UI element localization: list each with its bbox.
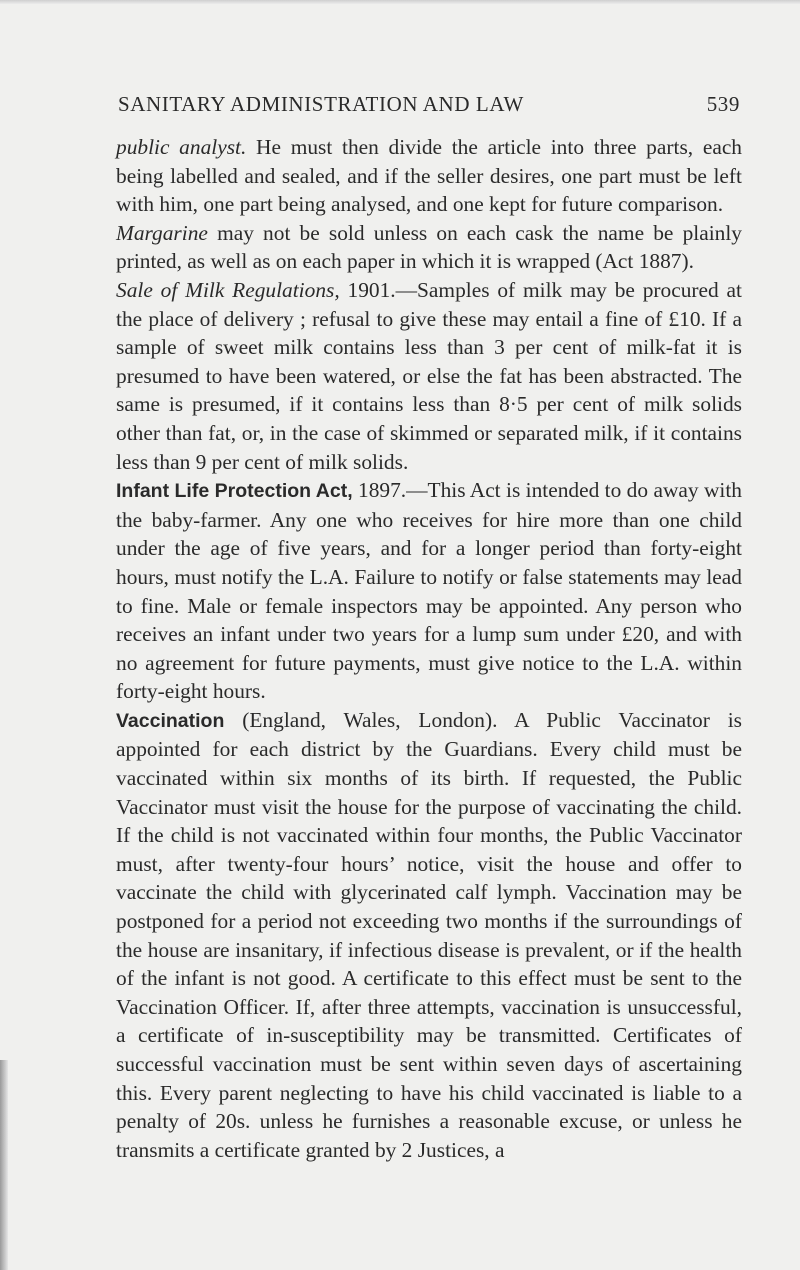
page-edge-shadow (0, 1060, 8, 1270)
running-header (118, 92, 740, 122)
para-text: (England, Wales, London). A Public Vaccinator is appointed for each district by the Guardians. Every child must be vaccinated within six months of its birth. If requested, the Public Vaccinator must visit the house for the purpose of vaccinating the child. If the child is not vaccinated within four months, the Public Vaccinator must, after twenty-four hours’ notice, visit the house and offer to vaccinate the child with glycerinated calf lymph. Vaccination may be postponed for a period not exceeding two months if the surroundings of the house are insanitary, if infectious disease is prevalent, or if the health of the infant is not good. A certificate to this effect must be sent to the Vaccination Officer. If, after three attempts, vaccination is unsuccessful, a certificate of in-susceptibility may be transmitted. Certificates of successful vaccination must be sent within seven days of ascertaining this. Every parent neglecting to have his child vaccinated is liable to a penalty of 20s. unless he furnishes a reasonable excuse, or unless he transmits a certificate granted by 2 Justices, a (116, 707, 742, 1162)
para-text: may not be sold unless on each cask the name be plainly printed, as well as on each paper in which it is wrapped (Act 1887). (116, 220, 742, 274)
paragraph-milk-regulations (116, 276, 742, 476)
para-heading: Vaccination (116, 709, 225, 732)
paragraph-margarine (116, 219, 742, 276)
page-top-edge (0, 0, 800, 4)
para-heading: Infant Life Protection Act, (116, 480, 353, 503)
page-number: 539 (706, 92, 740, 116)
para-lead: Margarine (116, 220, 208, 245)
para-lead: public analyst. (116, 135, 247, 159)
para-lead: Sale of Milk Regulations, (116, 277, 340, 302)
para-text: He must then divide the article into three parts, each being labelled and sealed, and if the seller desires, one part must be left with him, one part being analysed, and one kept for future comparison. (116, 135, 743, 217)
running-title: SANITARY ADMINISTRATION AND LAW (118, 92, 524, 116)
paragraph-infant-life-protection (116, 476, 742, 706)
page-body (116, 133, 742, 1164)
para-text: 1897.—This Act is intended to do away with the baby-farmer. Any one who receives for hire more than one child under the age of five years, and for a longer period than forty-eight hours, must notify the L.A. Failure to notify or false statements may lead to fine. Male or female inspectors may be appointed. Any person who receives an infant under two years for a lump sum under £20, and with no agreement for future payments, must give notice to the L.A. within forty-eight hours. (116, 478, 742, 704)
paragraph-public-analyst (116, 133, 742, 219)
para-text: 1901.—Samples of milk may be procured at the place of delivery ; refusal to give these may entail a fine of £10. If a sample of sweet milk contains less than 3 per cent of milk-fat it is presumed to have been watered, or else the fat has been abstracted. The same is presumed, if it contains less than 8·5 per cent of milk solids other than fat, or, in the case of skimmed or separated milk, if it contains less than 9 per cent of milk solids. (116, 277, 742, 474)
paragraph-vaccination (116, 706, 742, 1165)
